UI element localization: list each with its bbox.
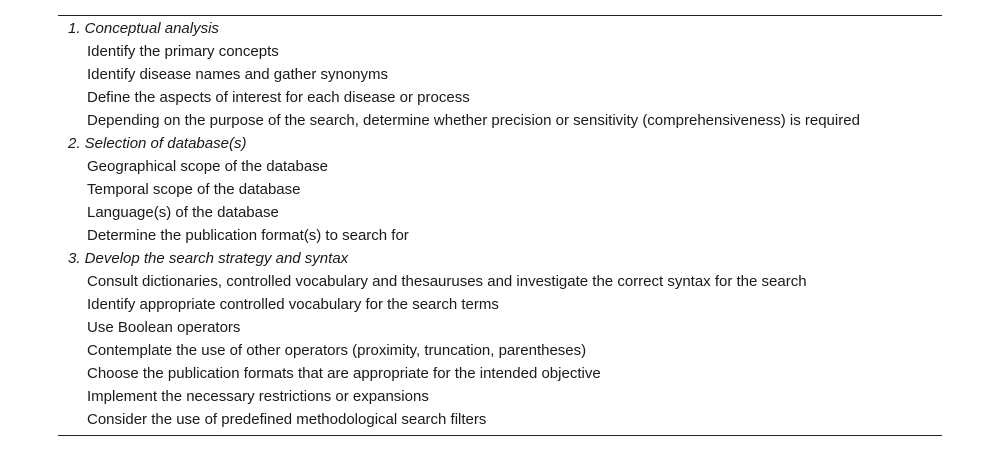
table-row: Temporal scope of the database — [87, 181, 301, 198]
table-row: Depending on the purpose of the search, determine whether precision or sensitivity (comprehensiveness) is required — [87, 112, 860, 129]
table-row: Use Boolean operators — [87, 319, 241, 336]
search-steps-table — [58, 15, 942, 436]
table-body — [58, 16, 942, 435]
table-row: Identify appropriate controlled vocabulary for the search terms — [87, 296, 499, 313]
section-title: 2. Selection of database(s) — [68, 135, 247, 152]
table-row: Choose the publication formats that are appropriate for the intended objective — [87, 365, 601, 382]
table-row: Consider the use of predefined methodological search filters — [87, 411, 487, 428]
table-bottom-rule — [58, 435, 942, 436]
table-row: Determine the publication format(s) to search for — [87, 227, 409, 244]
table-row: Language(s) of the database — [87, 204, 279, 221]
table-row: Identify disease names and gather synonyms — [87, 66, 389, 83]
table-row: Geographical scope of the database — [87, 158, 329, 175]
table-row: Define the aspects of interest for each disease or process — [87, 89, 470, 106]
table-row: Contemplate the use of other operators (proximity, truncation, parentheses) — [87, 342, 587, 359]
table-row: Implement the necessary restrictions or expansions — [87, 388, 429, 405]
section-title: 3. Develop the search strategy and syntax — [68, 250, 349, 267]
section-title: 1. Conceptual analysis — [68, 20, 219, 37]
table-row: Identify the primary concepts — [87, 43, 279, 60]
table-row: Consult dictionaries, controlled vocabulary and thesauruses and investigate the correct syntax for the search — [87, 273, 807, 290]
